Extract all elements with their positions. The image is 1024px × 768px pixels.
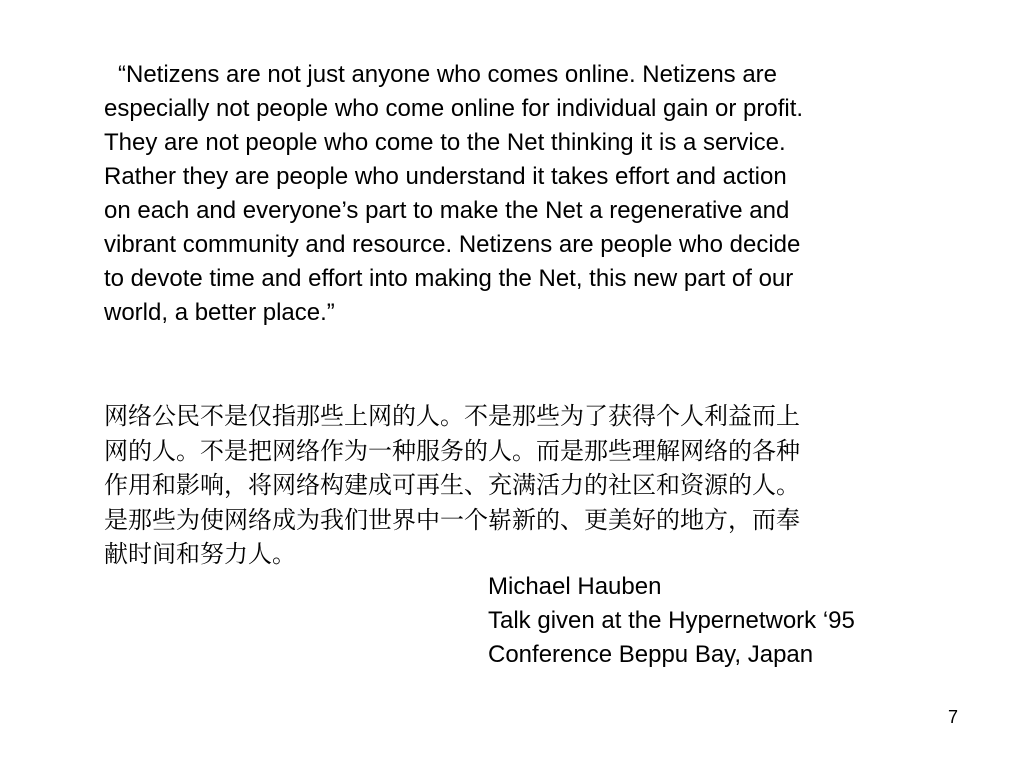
english-quote-line: especially not people who come online for individual gain or profit.	[104, 95, 804, 122]
chinese-quote-line: 献时间和努力人。	[104, 540, 296, 568]
english-quote-line: “Netizens are not just anyone who comes online. Netizens are	[118, 61, 778, 88]
chinese-quote-line: 网络公民不是仅指那些上网的人。不是那些为了获得个人利益而上	[104, 402, 800, 430]
page-number: 7	[948, 707, 959, 727]
english-quote-line: world, a better place.”	[104, 299, 335, 326]
attribution-venue: Conference Beppu Bay, Japan	[488, 641, 814, 668]
chinese-quote	[104, 399, 944, 572]
english-quote-line: They are not people who come to the Net thinking it is a service.	[104, 129, 786, 156]
english-quote-line: to devote time and effort into making the Net, this new part of our	[104, 265, 794, 292]
english-quote	[104, 58, 936, 330]
english-quote-line: Rather they are people who understand it takes effort and action	[104, 163, 787, 190]
english-quote-line: vibrant community and resource. Netizens are people who decide	[104, 231, 801, 258]
attribution	[488, 570, 855, 672]
chinese-quote-line: 网的人。不是把网络作为一种服务的人。而是那些理解网络的各种	[104, 436, 800, 465]
english-quote-line: on each and everyone’s part to make the Net a regenerative and	[104, 197, 790, 224]
attribution-talk: Talk given at the Hypernetwork ‘95	[488, 607, 855, 634]
attribution-author: Michael Hauben	[488, 573, 662, 600]
chinese-quote-line: 是那些为使网络成为我们世界中一个崭新的、更美好的地方，而奉	[104, 505, 800, 534]
chinese-quote-line: 作用和影响，将网络构建成可再生、充满活力的社区和资源的人。	[104, 471, 800, 499]
